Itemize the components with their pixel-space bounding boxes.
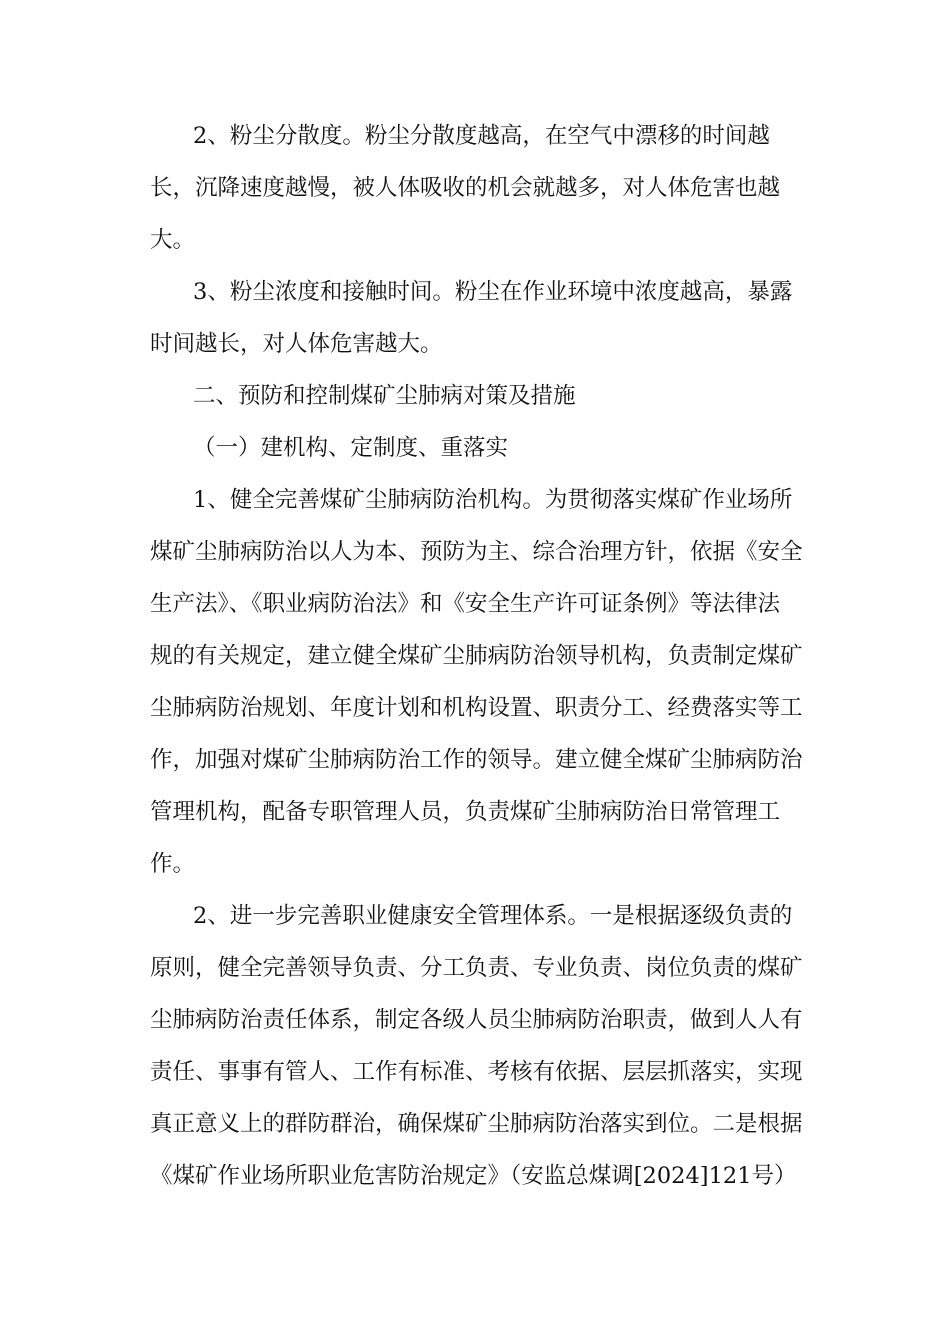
paragraph-line: 3、粉尘浓度和接触时间。粉尘在作业环境中浓度越高，暴露	[193, 279, 793, 305]
paragraph-line: 2、进一步完善职业健康安全管理体系。一是根据逐级负责的	[193, 903, 793, 929]
paragraph-line: 规的有关规定，建立健全煤矿尘肺病防治领导机构，负责制定煤矿	[150, 643, 803, 669]
paragraph-line: 尘肺病防治责任体系，制定各级人员尘肺病防治职责，做到人人有	[150, 1007, 803, 1033]
paragraph-line: 《煤矿作业场所职业危害防治规定》（安监总煤调[2024]121号）	[150, 1163, 797, 1189]
paragraph-line: 生产法》、《职业病防治法》和《安全生产许可证条例》等法律法	[150, 591, 781, 617]
subsection-heading: （一）建机构、定制度、重落实	[193, 435, 509, 461]
paragraph-line: 作，加强对煤矿尘肺病防治工作的领导。建立健全煤矿尘肺病防治	[150, 747, 803, 773]
paragraph-line: 大。	[150, 227, 196, 253]
paragraph-line: 2、粉尘分散度。粉尘分散度越高，在空气中漂移的时间越	[193, 123, 770, 149]
paragraph-line: 责任、事事有管人、工作有标准、考核有依据、层层抓落实，实现	[150, 1059, 803, 1085]
paragraph-line: 作。	[150, 851, 196, 877]
section-heading: 二、预防和控制煤矿尘肺病对策及措施	[193, 383, 576, 409]
paragraph-line: 时间越长，对人体危害越大。	[150, 331, 443, 357]
paragraph-line: 尘肺病防治规划、年度计划和机构设置、职责分工、经费落实等工	[150, 695, 803, 721]
paragraph-line: 长，沉降速度越慢，被人体吸收的机会就越多，对人体危害也越	[150, 175, 781, 201]
paragraph-line: 1、健全完善煤矿尘肺病防治机构。为贯彻落实煤矿作业场所	[193, 487, 793, 513]
paragraph-line: 真正意义上的群防群治，确保煤矿尘肺病防治落实到位。二是根据	[150, 1111, 803, 1137]
paragraph-line: 管理机构，配备专职管理人员，负责煤矿尘肺病防治日常管理工	[150, 799, 781, 825]
paragraph-line: 煤矿尘肺病防治以人为本、预防为主、综合治理方针，依据《安全	[150, 539, 803, 565]
paragraph-line: 原则，健全完善领导负责、分工负责、专业负责、岗位负责的煤矿	[150, 955, 803, 981]
